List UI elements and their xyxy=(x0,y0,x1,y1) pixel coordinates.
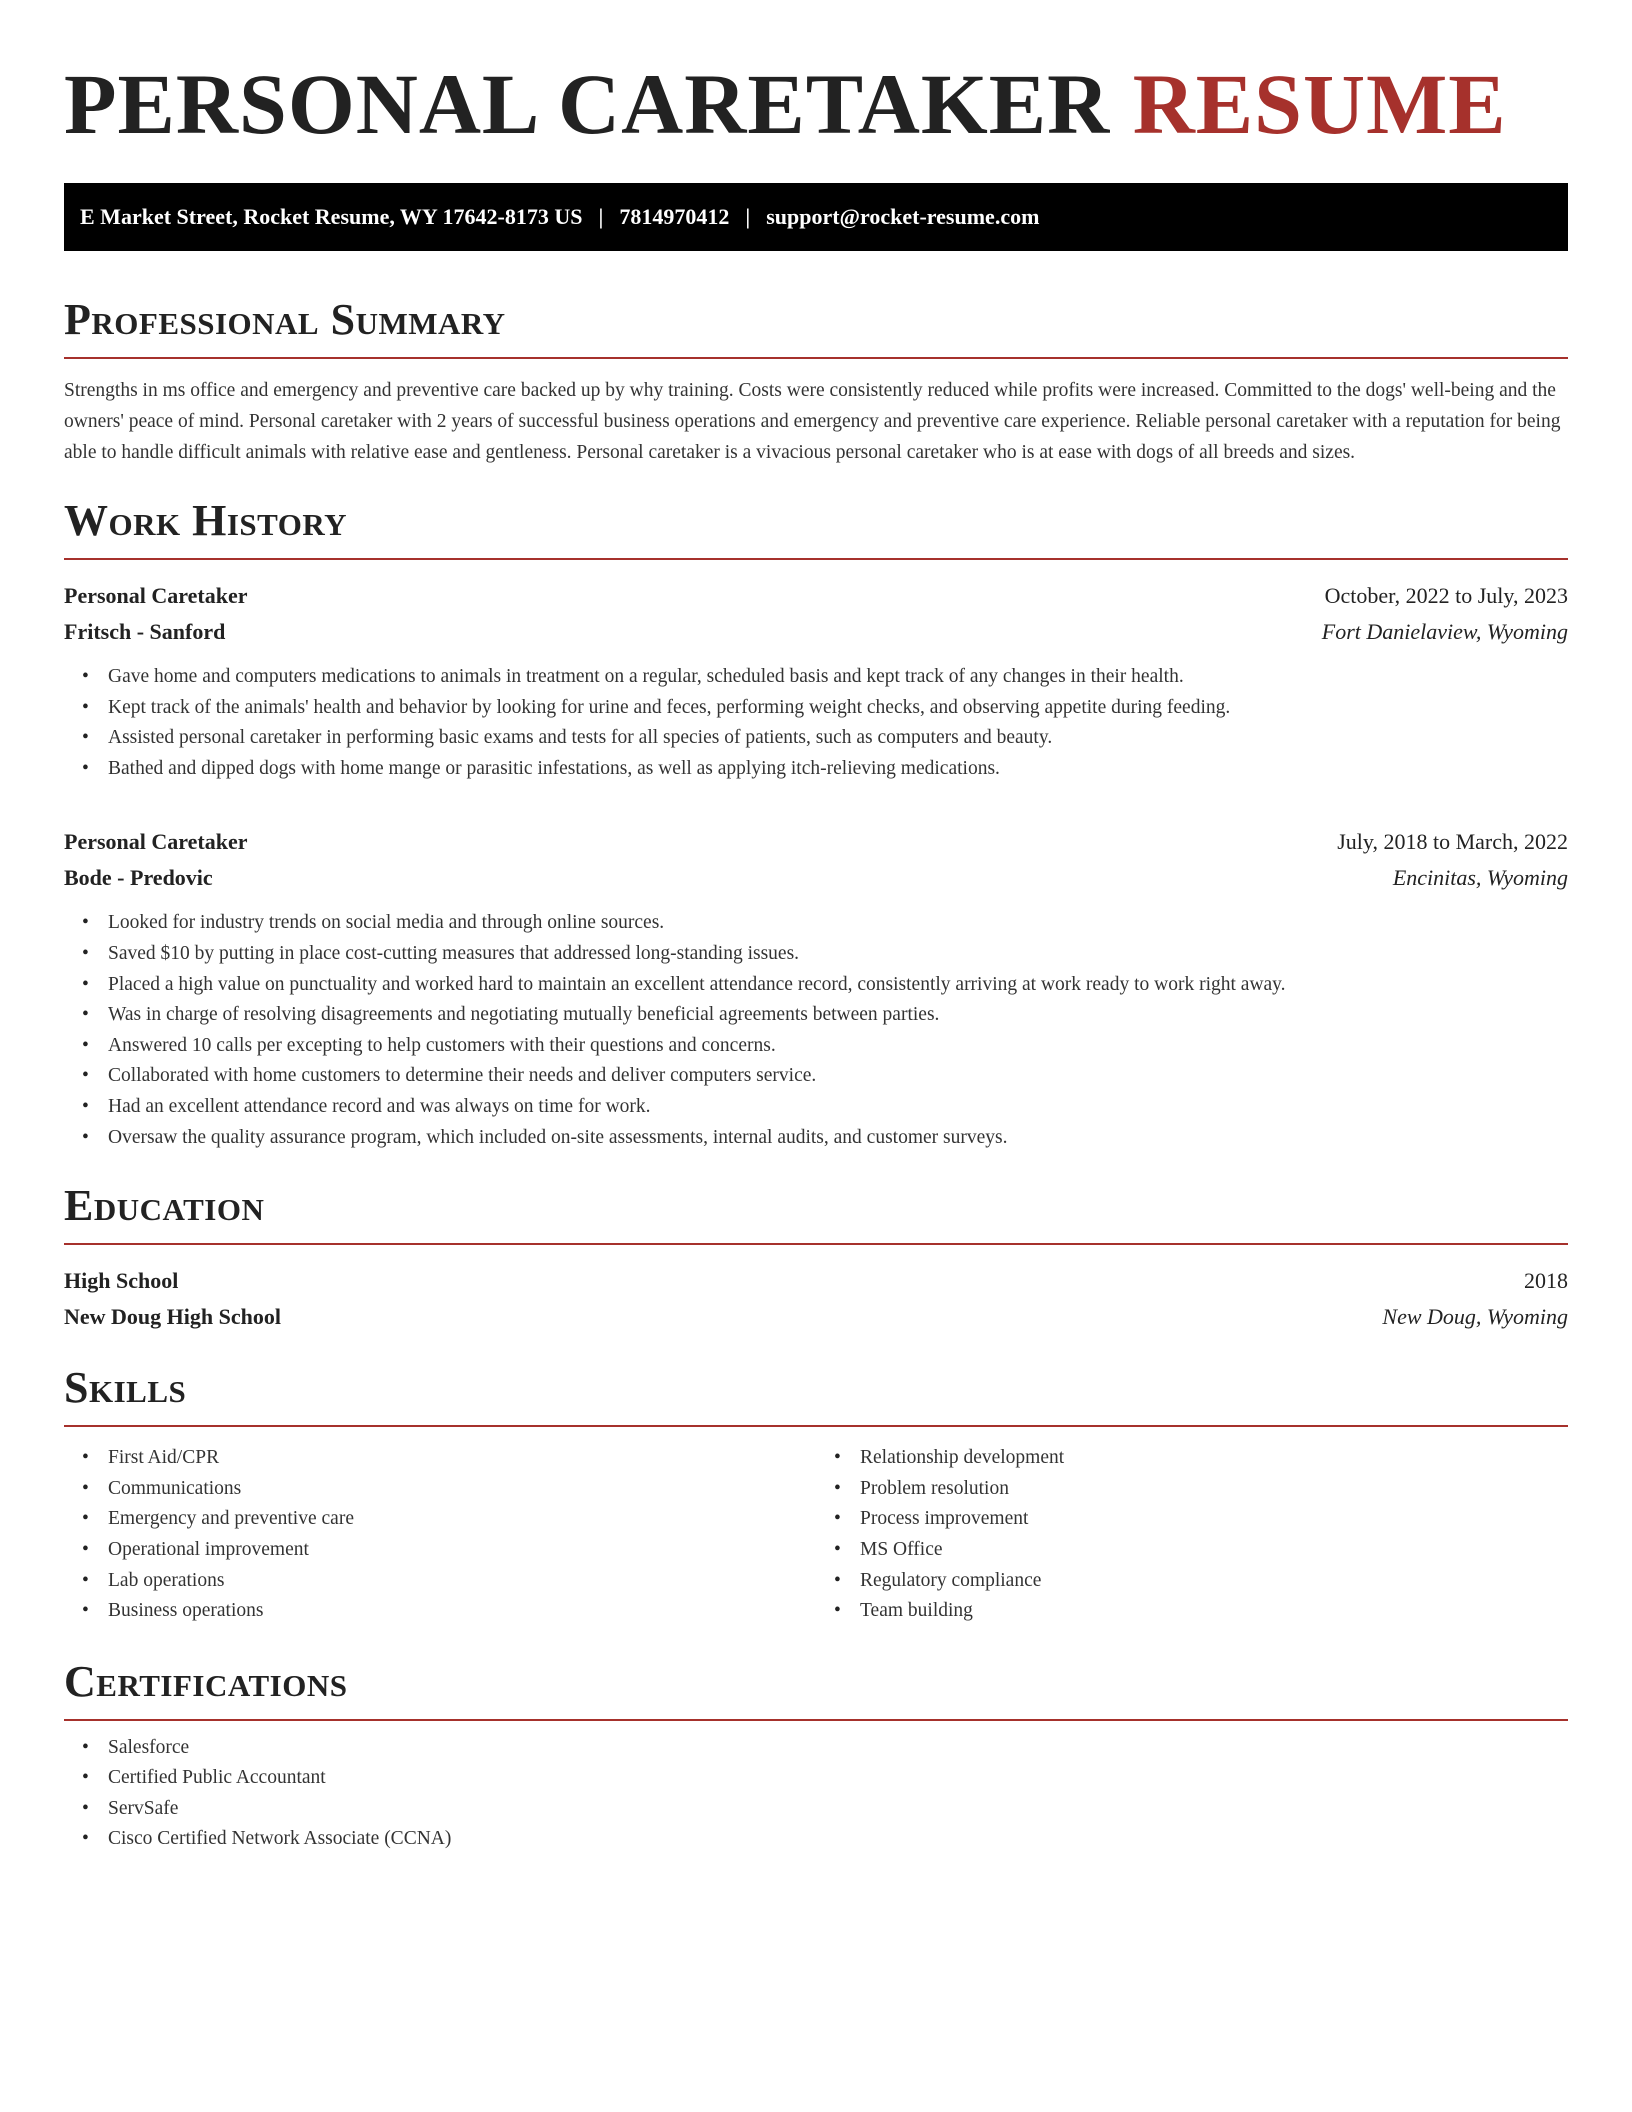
skill-item: • MS Office xyxy=(834,1535,1568,1566)
resume-title xyxy=(64,58,1568,150)
skill-item: • Regulatory compliance xyxy=(834,1566,1568,1597)
education-location: New Doug, Wyoming xyxy=(1382,1304,1568,1330)
job-bullet: • Kept track of the animals' health and behavior by looking for urine and feces, performing weight checks, and observing appetite during feeding. xyxy=(82,693,1568,724)
education-degree: High School xyxy=(64,1268,179,1294)
skill-item: • Team building xyxy=(834,1596,1568,1627)
certifications-heading: Certifications xyxy=(64,1657,1568,1721)
education-entry xyxy=(64,1263,1568,1335)
job-title: Personal Caretaker xyxy=(64,583,248,608)
job-company-row xyxy=(64,614,1568,650)
education-heading: Education xyxy=(64,1181,1568,1245)
contact-email: support@rocket-resume.com xyxy=(766,204,1040,229)
contact-separator: | xyxy=(598,204,604,229)
job-company: Fritsch - Sanford xyxy=(64,619,226,644)
job-bullet: • Saved $10 by putting in place cost-cutting measures that addressed long-standing issues. xyxy=(82,939,1568,970)
education-school: New Doug High School xyxy=(64,1304,281,1330)
skill-item: • Emergency and preventive care xyxy=(82,1504,816,1535)
job-company: Bode - Predovic xyxy=(64,865,213,891)
skill-item: • Business operations xyxy=(82,1596,816,1627)
title-accent: RESUME xyxy=(1132,56,1507,152)
skill-item: • Process improvement xyxy=(834,1504,1568,1535)
job-bullet: • Gave home and computers medications to animals in treatment on a regular, scheduled basis and kept track of any changes in their health. xyxy=(82,662,1568,693)
certification-item: • ServSafe xyxy=(82,1794,1568,1825)
certification-item: • Cisco Certified Network Associate (CCNA) xyxy=(82,1824,1568,1855)
skill-item: • Communications xyxy=(82,1474,816,1505)
job-bullets xyxy=(64,662,1568,784)
job-dates: October, 2022 to July, 2023 xyxy=(1324,583,1568,608)
skills-list-left xyxy=(64,1443,816,1627)
job-header-row xyxy=(64,578,1568,614)
skills-heading: Skills xyxy=(64,1363,1568,1427)
job-location: Fort Danielaview, Wyoming xyxy=(1321,619,1568,644)
skill-item: • Lab operations xyxy=(82,1566,816,1597)
education-year: 2018 xyxy=(1524,1268,1568,1294)
skill-item: • First Aid/CPR xyxy=(82,1443,816,1474)
job-bullet: • Was in charge of resolving disagreements and negotiating mutually beneficial agreements between parties. xyxy=(82,1000,1568,1031)
job-bullets xyxy=(64,908,1568,1153)
job-bullet: • Bathed and dipped dogs with home mange or parasitic infestations, as well as applying itch-relieving medications. xyxy=(82,754,1568,785)
job-location: Encinitas, Wyoming xyxy=(1392,865,1568,891)
job-bullet: • Oversaw the quality assurance program, which included on-site assessments, internal audits, and customer surveys. xyxy=(82,1123,1568,1154)
job-dates: July, 2018 to March, 2022 xyxy=(1337,829,1568,855)
job-bullet: • Collaborated with home customers to determine their needs and deliver computers service. xyxy=(82,1061,1568,1092)
job-title: Personal Caretaker xyxy=(64,829,248,855)
skill-item: • Relationship development xyxy=(834,1443,1568,1474)
skills-list-right xyxy=(816,1443,1568,1627)
certification-item: • Certified Public Accountant xyxy=(82,1763,1568,1794)
contact-separator: | xyxy=(745,204,751,229)
skill-item: • Problem resolution xyxy=(834,1474,1568,1505)
summary-text: Strengths in ms office and emergency and preventive care backed up by why training. Costs were consistently reduced while profits were increased. Committed to the dogs' well-being and the owners' peace of mind. Personal caretaker with 2 years of successful business operations and emergency and preventive care experience. Reliable personal caretaker with a reputation for being able to handle difficult animals with relative ease and gentleness. Personal caretaker is a vivacious personal caretaker who is at ease with dogs of all breeds and sizes. xyxy=(64,380,1561,463)
title-main: PERSONAL CARETAKER xyxy=(64,56,1111,152)
work-history-heading: Work History xyxy=(64,496,1568,560)
certifications-list xyxy=(64,1733,1568,1855)
education-degree-row xyxy=(64,1263,1568,1299)
skills-columns xyxy=(64,1443,1568,1627)
resume-page xyxy=(64,0,1568,1855)
summary-heading: Professional Summary xyxy=(64,295,1568,359)
job-bullet: • Had an excellent attendance record and was always on time for work. xyxy=(82,1092,1568,1123)
job-header-row xyxy=(64,824,1568,860)
job-bullet: • Looked for industry trends on social media and through online sources. xyxy=(82,908,1568,939)
job-bullet: • Answered 10 calls per excepting to help customers with their questions and concerns. xyxy=(82,1031,1568,1062)
contact-bar xyxy=(64,183,1568,251)
education-school-row xyxy=(64,1299,1568,1335)
contact-address: E Market Street, Rocket Resume, WY 17642-8173 US xyxy=(80,204,583,229)
job-bullet: • Placed a high value on punctuality and worked hard to maintain an excellent attendance record, consistently arriving at work ready to work right away. xyxy=(82,970,1568,1001)
job-entry xyxy=(64,578,1568,784)
job-bullet: • Assisted personal caretaker in performing basic exams and tests for all species of patients, such as computers and beauty. xyxy=(82,723,1568,754)
certification-item: • Salesforce xyxy=(82,1733,1568,1764)
skill-item: • Operational improvement xyxy=(82,1535,816,1566)
job-entry xyxy=(64,824,1568,1153)
contact-phone: 7814970412 xyxy=(619,204,730,229)
job-company-row xyxy=(64,860,1568,896)
